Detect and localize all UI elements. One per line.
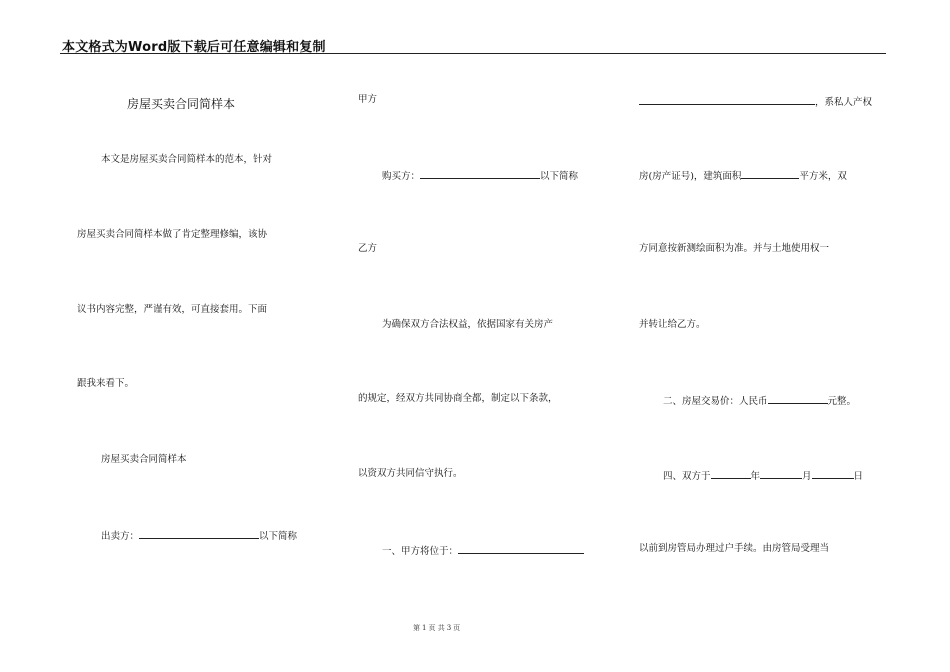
year-label: 年 bbox=[750, 471, 761, 482]
seller-blank bbox=[139, 528, 259, 539]
area-note-line: 方同意按新测绘面积为准。并与土地使用权一 bbox=[639, 243, 830, 254]
buyer-line bbox=[382, 168, 578, 183]
year-blank bbox=[711, 468, 751, 479]
intro-line-2: 房屋买卖合同简样本做了肯定整理修编，该协 bbox=[77, 229, 268, 240]
ownership-line bbox=[639, 94, 872, 109]
property-prefix: 房(房产证号)，建筑面积 bbox=[639, 171, 742, 182]
property-area-line bbox=[639, 168, 847, 183]
purpose-line-1: 为确保双方合法权益，依据国家有关房产 bbox=[382, 319, 554, 330]
seller-label: 出卖方： bbox=[101, 531, 140, 542]
day-label: 日 bbox=[853, 471, 864, 482]
purpose-line-2: 的规定，经双方共同协商全都，制定以下条款， bbox=[358, 393, 558, 404]
registration-line: 以前到房管局办理过户手续。由房管局受理当 bbox=[639, 543, 830, 554]
month-label: 月 bbox=[802, 471, 812, 482]
day-blank bbox=[812, 468, 854, 479]
price-blank bbox=[768, 393, 828, 404]
party-a-line: 甲方 bbox=[358, 94, 378, 105]
page-current: 1 bbox=[422, 624, 427, 632]
clause2-label: 二、房屋交易价：人民币 bbox=[663, 396, 768, 407]
buyer-suffix: 以下简称 bbox=[540, 171, 579, 182]
intro-line-3: 议书内容完整，严谨有效，可直接套用。下面 bbox=[77, 304, 268, 315]
clause2-line bbox=[663, 393, 856, 408]
document-heading: 房屋买卖合同简样本 bbox=[127, 97, 236, 111]
page-mid: 页 共 bbox=[428, 624, 445, 632]
purpose-line-3: 以资双方共同信守执行。 bbox=[358, 468, 463, 479]
page-number bbox=[413, 623, 462, 633]
page-total: 3 bbox=[446, 624, 452, 632]
buyer-blank bbox=[420, 168, 540, 179]
clause2-suffix: 元整。 bbox=[827, 396, 857, 407]
party-b-line: 乙方 bbox=[358, 243, 378, 254]
intro-line-4: 跟我来看下。 bbox=[77, 378, 135, 389]
subheading: 房屋买卖合同简样本 bbox=[101, 454, 187, 465]
buyer-label: 购买方： bbox=[382, 171, 421, 182]
page-suffix: 页 bbox=[453, 624, 461, 632]
clause1-line bbox=[382, 543, 584, 558]
document-header-title: 本文格式为Word版下载后可任意编辑和复制 bbox=[62, 40, 326, 55]
ownership-suffix: ，系私人产权 bbox=[815, 97, 873, 108]
intro-line-1: 本文是房屋买卖合同简样本的范本，针对 bbox=[101, 154, 273, 165]
transfer-line: 并转让给乙方。 bbox=[639, 319, 706, 330]
clause4-line bbox=[663, 468, 863, 483]
property-address-blank bbox=[639, 94, 815, 105]
header-divider bbox=[60, 53, 886, 54]
property-location-blank bbox=[458, 543, 584, 554]
clause1-label: 一、甲方将位于： bbox=[382, 546, 459, 557]
seller-suffix: 以下简称 bbox=[259, 531, 298, 542]
area-blank bbox=[741, 168, 799, 179]
clause4-label: 四、双方于 bbox=[663, 471, 711, 482]
seller-line bbox=[101, 528, 297, 543]
property-suffix: 平方米，双 bbox=[799, 171, 847, 182]
month-blank bbox=[760, 468, 802, 479]
page-prefix: 第 bbox=[413, 624, 420, 632]
